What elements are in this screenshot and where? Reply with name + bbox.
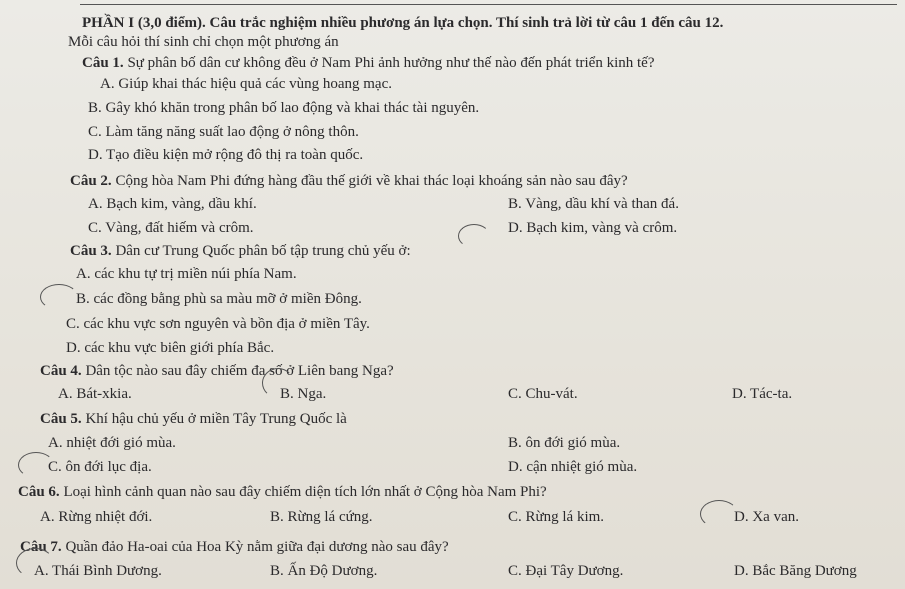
pen-mark (700, 500, 738, 528)
q5-option-c[interactable]: C. ôn đới lục địa. (48, 459, 152, 475)
q2-option-d[interactable]: D. Bạch kim, vàng và crôm. (508, 220, 678, 236)
question-6 (18, 483, 547, 501)
question-text: Loại hình cảnh quan nào sau đây chiếm diện tích lớn nhất ở Cộng hòa Nam Phi? (63, 484, 547, 500)
q7-option-b[interactable]: B. Ấn Độ Dương. (270, 563, 378, 579)
q1-option-a[interactable]: A. Giúp khai thác hiệu quả các vùng hoang mạc. (100, 76, 392, 92)
question-label: Câu 5. (40, 411, 82, 427)
question-text: Sự phân bố dân cư không đều ở Nam Phi ảnh hưởng như thế nào đến phát triển kinh tế? (127, 55, 655, 71)
q5-option-d[interactable]: D. cận nhiệt gió mùa. (508, 459, 638, 475)
section-title: PHẦN I (3,0 điểm). Câu trắc nghiệm nhiều phương án lựa chọn. Thí sinh trả lời từ câu 1 đến câu 12. (82, 15, 724, 31)
pen-mark (262, 368, 294, 398)
question-label: Câu 4. (40, 363, 82, 379)
question-label: Câu 6. (18, 484, 60, 500)
q4-option-b[interactable]: B. Nga. (280, 386, 327, 402)
q1-option-c[interactable]: C. Làm tăng năng suất lao động ở nông thôn. (88, 124, 359, 140)
q3-option-b[interactable]: B. các đồng bằng phù sa màu mỡ ở miền Đông. (76, 291, 362, 307)
top-rule (80, 4, 897, 5)
q6-option-d[interactable]: D. Xa van. (734, 509, 799, 525)
question-text: Dân cư Trung Quốc phân bố tập trung chủ yếu ở: (115, 243, 411, 259)
question-2 (70, 172, 628, 190)
q1-option-b[interactable]: B. Gây khó khăn trong phân bố lao động và khai thác tài nguyên. (88, 100, 480, 116)
question-text: Quần đảo Ha-oai của Hoa Kỳ nằm giữa đại dương nào sau đây? (65, 539, 449, 555)
q3-option-a[interactable]: A. các khu tự trị miền núi phía Nam. (76, 266, 297, 282)
question-label: Câu 3. (70, 243, 112, 259)
question-text: Dân tộc nào sau đây chiếm đa số ở Liên bang Nga? (85, 363, 394, 379)
pen-mark (40, 284, 78, 310)
q4-option-c[interactable]: C. Chu-vát. (508, 386, 578, 402)
q6-option-c[interactable]: C. Rừng lá kim. (508, 509, 605, 525)
q4-option-d[interactable]: D. Tác-ta. (732, 386, 793, 402)
pen-mark (18, 452, 54, 478)
q2-option-b[interactable]: B. Vàng, dầu khí và than đá. (508, 196, 679, 212)
q6-option-a[interactable]: A. Rừng nhiệt đới. (40, 509, 153, 525)
q2-option-a[interactable]: A. Bạch kim, vàng, dầu khí. (88, 196, 257, 212)
question-4 (40, 362, 394, 380)
question-label: Câu 2. (70, 173, 112, 189)
q7-option-a[interactable]: A. Thái Bình Dương. (34, 563, 162, 579)
q5-option-a[interactable]: A. nhiệt đới gió mùa. (48, 435, 176, 451)
q7-option-c[interactable]: C. Đại Tây Dương. (508, 563, 624, 579)
section-instruction: Mỗi câu hỏi thí sinh chỉ chọn một phương án (68, 34, 339, 50)
q3-option-c[interactable]: C. các khu vực sơn nguyên và bồn địa ở miền Tây. (66, 316, 370, 332)
question-1 (82, 54, 654, 72)
question-5 (40, 410, 347, 428)
question-label: Câu 1. (82, 55, 124, 71)
q5-option-b[interactable]: B. ôn đới gió mùa. (508, 435, 621, 451)
q7-option-d[interactable]: D. Bắc Băng Dương (734, 563, 857, 579)
q4-option-a[interactable]: A. Bát-xkia. (58, 386, 132, 402)
pen-mark (458, 224, 490, 248)
question-text: Khí hậu chủ yếu ở miền Tây Trung Quốc là (85, 411, 347, 427)
q6-option-b[interactable]: B. Rừng lá cứng. (270, 509, 373, 525)
question-3 (70, 242, 411, 260)
q2-option-c[interactable]: C. Vàng, đất hiếm và crôm. (88, 220, 254, 236)
q3-option-d[interactable]: D. các khu vực biên giới phía Bắc. (66, 340, 275, 356)
question-text: Cộng hòa Nam Phi đứng hàng đầu thế giới về khai thác loại khoáng sản nào sau đây? (115, 173, 628, 189)
question-7 (20, 538, 449, 556)
question-label: Câu 7. (20, 539, 62, 555)
q1-option-d[interactable]: D. Tạo điều kiện mở rộng đô thị ra toàn quốc. (88, 147, 364, 163)
pen-mark (16, 548, 54, 578)
